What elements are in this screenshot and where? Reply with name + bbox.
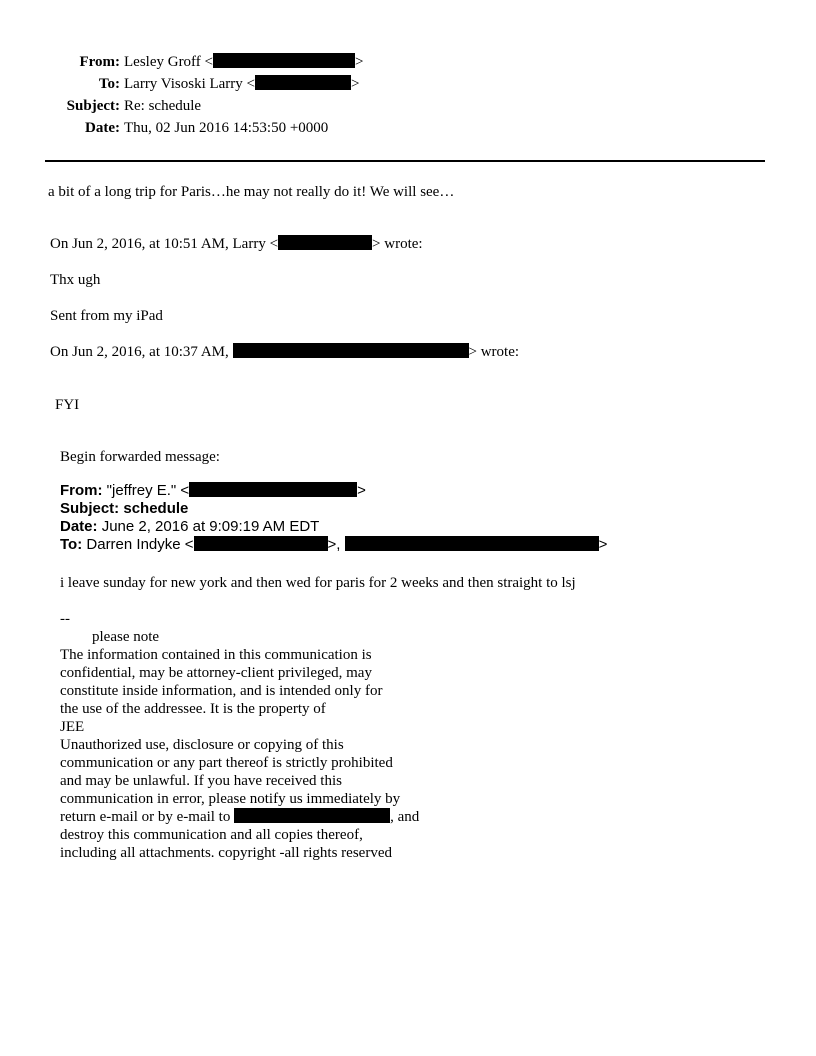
header-subject	[0, 97, 201, 115]
forwarded-message: i leave sunday for new york and then wed for paris for 2 weeks and then straight to lsj	[60, 575, 576, 591]
disclaimer-line: confidential, may be attorney-client privileged, may	[60, 665, 372, 681]
begin-forwarded-text: Begin forwarded message:	[60, 449, 220, 465]
reply-text: a bit of a long trip for Paris…he may not really do it! We will see…	[48, 184, 455, 200]
redaction-box	[345, 536, 599, 551]
signature-dashes: --	[60, 611, 70, 627]
forwarded-to-value: Darren Indyke <	[86, 536, 194, 553]
redaction-box	[189, 482, 357, 497]
forwarded-to-close: >	[598, 536, 608, 553]
header-subject-label: Subject:	[66, 98, 120, 114]
redaction-box	[234, 808, 390, 823]
forwarded-subject-value: schedule	[123, 500, 189, 517]
forwarded-from-label: From:	[60, 482, 103, 499]
header-date-label: Date:	[85, 120, 120, 136]
disclaimer-line: constitute inside information, and is intended only for	[60, 683, 383, 699]
forwarded-subject-label: Subject:	[60, 500, 120, 517]
header-from-value: Lesley Groff <	[124, 54, 213, 70]
disclaimer-line: communication or any part thereof is strictly prohibited	[60, 755, 393, 771]
header-divider	[45, 160, 765, 162]
disclaimer-line: communication in error, please notify us immediately by	[60, 791, 401, 807]
redaction-box	[194, 536, 328, 551]
forwarded-to-sep: >,	[327, 536, 341, 553]
forwarded-from	[60, 482, 366, 500]
forwarded-from-value: "jeffrey E." <	[106, 482, 190, 499]
please-note: please note	[92, 629, 160, 645]
disclaimer	[60, 646, 480, 862]
forwarded-to-label: To:	[60, 536, 83, 553]
header-from-label: From:	[79, 54, 120, 70]
disclaimer-line: including all attachments. copyright -all rights reserved	[60, 845, 392, 861]
forwarded-from-close: >	[357, 482, 366, 499]
header-to-close: >	[351, 76, 360, 92]
disclaimer-return-post: , and	[390, 809, 420, 825]
forwarded-date	[60, 518, 319, 536]
header-to-value: Larry Visoski Larry <	[124, 76, 256, 92]
forwarded-date-value: June 2, 2016 at 9:09:19 AM EDT	[101, 518, 320, 535]
disclaimer-return-line	[60, 808, 480, 826]
redaction-box	[233, 343, 469, 358]
quote-line-redacted-post: > wrote:	[468, 344, 520, 360]
forwarded-date-label: Date:	[60, 518, 98, 535]
thx-text: Thx ugh	[50, 272, 101, 288]
quote-line-redacted	[50, 343, 519, 361]
quote-line-larry-post: > wrote:	[372, 236, 423, 252]
header-to-label: To:	[98, 76, 120, 92]
header-subject-value: Re: schedule	[124, 98, 202, 114]
forwarded-subject	[60, 500, 188, 518]
quote-line-larry	[50, 235, 423, 253]
disclaimer-line: Unauthorized use, disclosure or copying of this	[60, 737, 344, 753]
fyi-text: FYI	[55, 397, 80, 413]
redaction-box	[278, 235, 372, 250]
redaction-box	[213, 53, 355, 68]
disclaimer-line: JEE	[60, 719, 85, 735]
disclaimer-line: and may be unlawful. If you have received this	[60, 773, 342, 789]
header-date	[0, 119, 328, 137]
header-date-value: Thu, 02 Jun 2016 14:53:50 +0000	[124, 120, 329, 136]
header-from-close: >	[355, 54, 364, 70]
redaction-box	[255, 75, 351, 90]
disclaimer-return-pre: return e-mail or by e-mail to	[60, 809, 231, 825]
sent-from-text: Sent from my iPad	[50, 308, 163, 324]
disclaimer-line: the use of the addressee. It is the property of	[60, 701, 326, 717]
disclaimer-line: destroy this communication and all copies thereof,	[60, 827, 363, 843]
quote-line-redacted-pre: On Jun 2, 2016, at 10:37 AM,	[50, 344, 229, 360]
header-to	[0, 75, 359, 93]
header-from	[0, 53, 363, 71]
forwarded-to	[60, 536, 607, 554]
disclaimer-line: The information contained in this communication is	[60, 647, 372, 663]
quote-line-larry-pre: On Jun 2, 2016, at 10:51 AM, Larry <	[50, 236, 279, 252]
